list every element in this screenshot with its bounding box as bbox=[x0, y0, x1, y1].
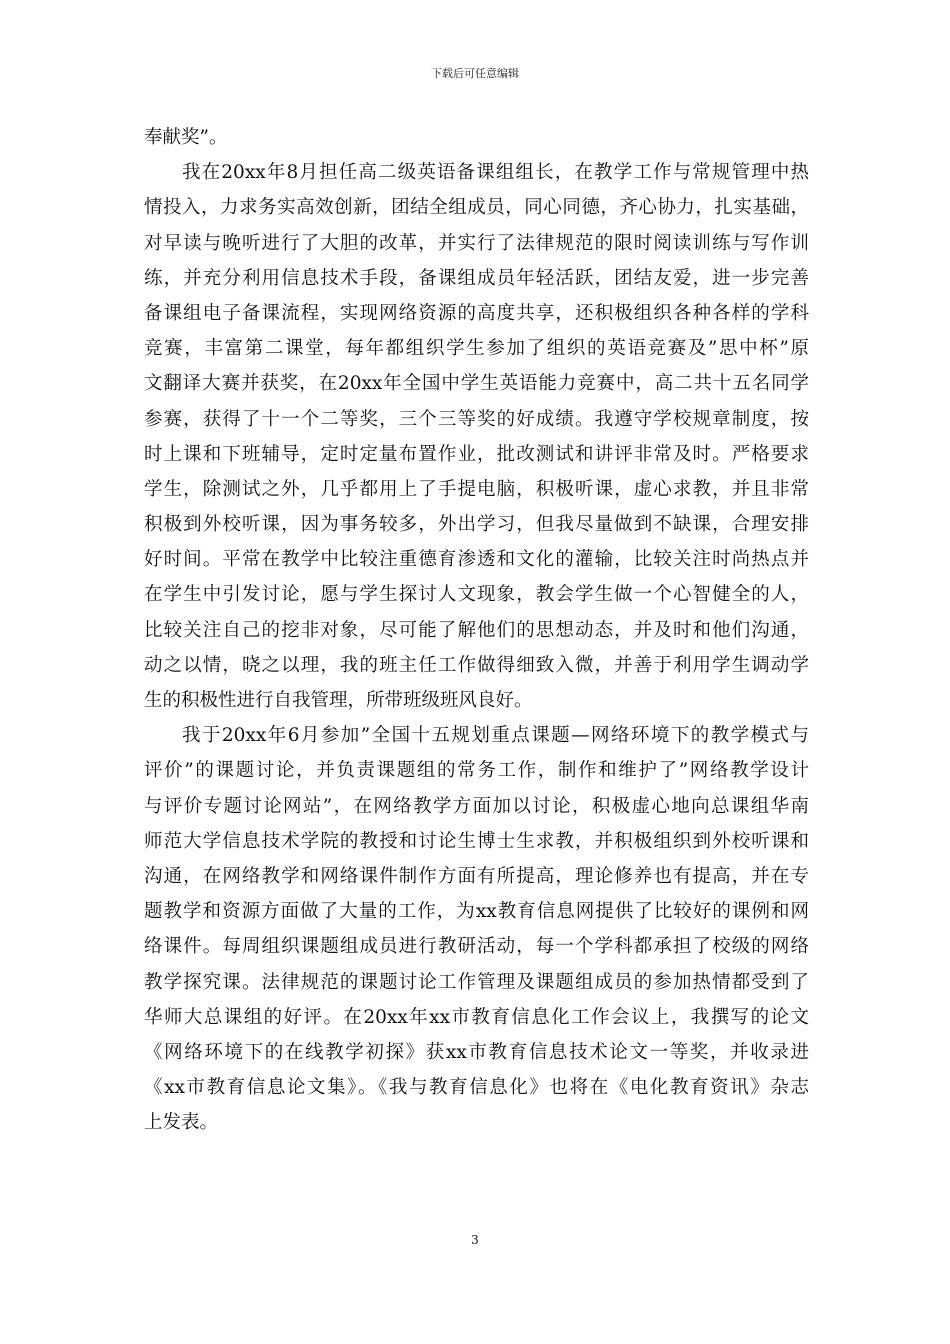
paragraph-first-line: 我在20xx年8月担任高二级英语备课组组长，在教学工作与常规管理中热 bbox=[182, 162, 809, 184]
text-line: 动之以情，晓之以理，我的班主任工作做得细致入微，并善于利用学生调动学 bbox=[144, 654, 809, 676]
text-line: 华师大总课组的好评。在20xx年xx市教育信息化工作会议上，我撰写的论文 bbox=[144, 1006, 809, 1028]
text-line: 《网络环境下的在线教学初探》获xx市教育信息技术论文一等奖，并收录进 bbox=[144, 1041, 809, 1063]
text-line: 师范大学信息技术学院的教授和讨论生博士生求教，并积极组织到外校听课和 bbox=[144, 830, 809, 852]
text-line: 络课件。每周组织课题组成员进行教研活动，每一个学科都承担了校级的网络 bbox=[144, 936, 809, 958]
text-line: 教学探究课。法律规范的课题讨论工作管理及课题组成员的参加热情都受到了 bbox=[144, 971, 809, 993]
text-line: 参赛，获得了十一个二等奖，三个三等奖的好成绩。我遵守学校规章制度，按 bbox=[144, 408, 809, 430]
page-header: 下载后可任意编辑 bbox=[431, 67, 519, 80]
paragraph-first-line: 我于20xx年6月参加”全国十五规划重点课题—网络环境下的教学模式与 bbox=[182, 725, 809, 747]
text-line: 比较关注自己的挖非对象，尽可能了解他们的思想动态，并及时和他们沟通， bbox=[144, 619, 809, 641]
text-line: 题教学和资源方面做了大量的工作，为xx教育信息网提供了比较好的课例和网 bbox=[144, 901, 809, 923]
text-line: 奉献奖”。 bbox=[144, 127, 228, 148]
text-line: 情投入，力求务实高效创新，团结全组成员，同心同德，齐心协力，扎实基础， bbox=[144, 197, 809, 219]
paragraph-last-line: 生的积极性进行自我管理，所带班级班风良好。 bbox=[144, 690, 533, 711]
text-line: 练，并充分利用信息技术手段，备课组成员年轻活跃，团结友爱，进一步完善 bbox=[144, 267, 809, 289]
text-line: 《xx市教育信息论文集》。《我与教育信息化》也将在《电化教育资讯》杂志 bbox=[144, 1077, 809, 1099]
text-line: 文翻译大赛并获奖，在20xx年全国中学生英语能力竞赛中，高二共十五名同学 bbox=[144, 373, 809, 395]
text-line: 对早读与晚听进行了大胆的改革，并实行了法律规范的限时阅读训练与写作训 bbox=[144, 232, 809, 254]
text-line: 竞赛，丰富第二课堂，每年都组织学生参加了组织的英语竞赛及”思中杯”原 bbox=[144, 338, 809, 360]
text-line: 好时间。平常在教学中比较注重德育渗透和文化的灌输，比较关注时尚热点并 bbox=[144, 549, 809, 571]
text-line: 时上课和下班辅导，定时定量布置作业，批改测试和讲评非常及时。严格要求 bbox=[144, 443, 809, 465]
document-body bbox=[144, 120, 809, 1140]
text-line: 在学生中引发讨论，愿与学生探讨人文现象，教会学生做一个心智健全的人， bbox=[144, 584, 809, 606]
text-line: 备课组电子备课流程，实现网络资源的高度共享，还积极组织各种各样的学科 bbox=[144, 302, 809, 324]
text-line: 与评价专题讨论网站”，在网络教学方面加以讨论，积极虚心地向总课组华南 bbox=[144, 795, 809, 817]
paragraph-last-line: 上发表。 bbox=[144, 1112, 219, 1134]
text-line: 学生，除测试之外，几乎都用上了手提电脑，积极听课，虚心求教，并且非常 bbox=[144, 478, 809, 500]
text-line: 评价”的课题讨论，并负责课题组的常务工作，制作和维护了”网络教学设计 bbox=[144, 760, 809, 782]
page-number: 3 bbox=[471, 1233, 479, 1247]
text-line: 沟通，在网络教学和网络课件制作方面有所提高，理论修养也有提高，并在专 bbox=[144, 865, 809, 887]
text-line: 积极到外校听课，因为事务较多，外出学习，但我尽量做到不缺课，合理安排 bbox=[144, 514, 809, 536]
